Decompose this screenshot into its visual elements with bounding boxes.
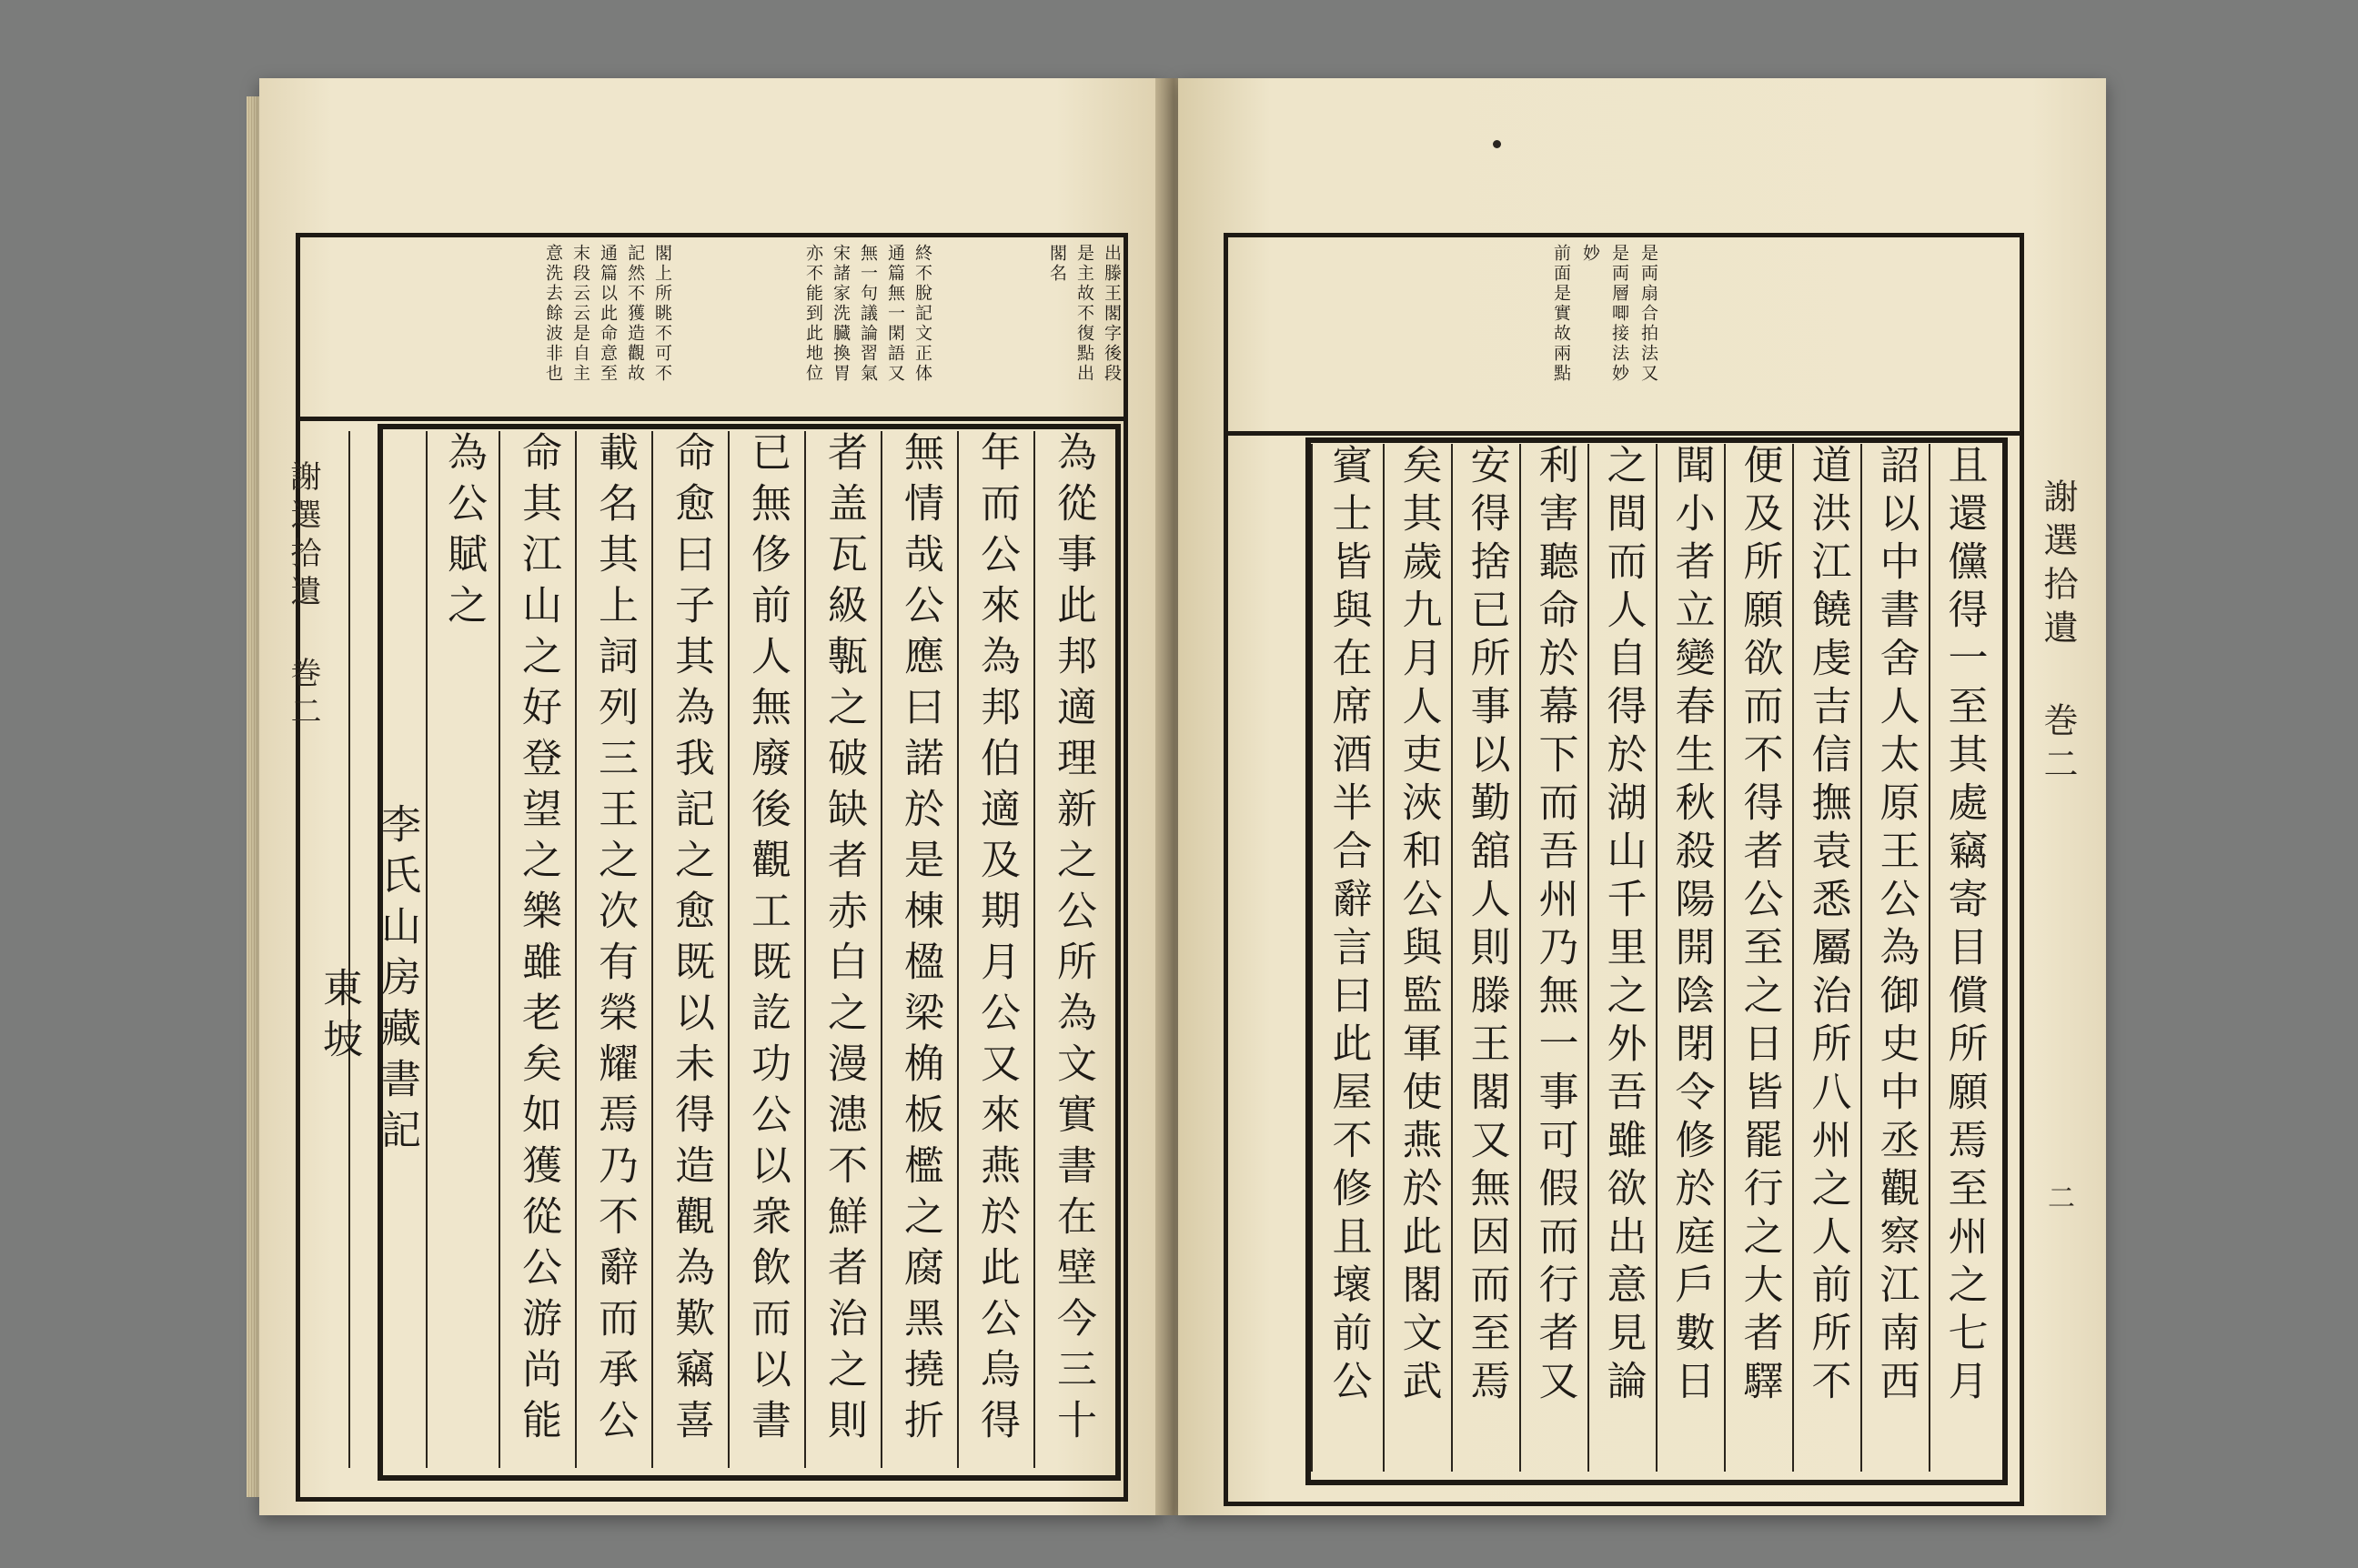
text-column: 且還儻得一至其處竊寄目償所願焉至州之七月 bbox=[1929, 444, 1997, 1472]
text-column: 年而公來為邦伯適及期月公又來燕於此公烏得 bbox=[957, 431, 1033, 1468]
text-column: 安得捨已所事以勤舘人則滕王閣又無因而至焉 bbox=[1451, 444, 1519, 1472]
right-body-columns bbox=[1311, 444, 1997, 1472]
text-column: 為公賦之 bbox=[426, 431, 499, 1468]
note-col: 是両層唧接法妙 bbox=[1609, 244, 1629, 384]
text-column: 載名其上詞列三王之次有榮耀焉乃不辭而承公 bbox=[575, 431, 651, 1468]
left-page bbox=[259, 78, 1164, 1515]
text-column: 命其江山之好登望之樂雖老矣如獲從公游尚能 bbox=[499, 431, 575, 1468]
note-col: 宋諸家洗臓換胃 bbox=[831, 244, 851, 384]
note-col: 記然不獲造觀故 bbox=[625, 244, 645, 384]
left-header-rule bbox=[296, 417, 1128, 421]
text-column: 利害聽命於幕下而吾州乃無一事可假而行者又 bbox=[1519, 444, 1587, 1472]
note-col: 終不脫記文正体 bbox=[912, 244, 932, 384]
next-title-column bbox=[316, 431, 426, 1468]
note-col: 是主故不復點出 bbox=[1074, 244, 1094, 384]
note-col: 出滕王閣字後段 bbox=[1102, 244, 1122, 384]
note-col: 無一句議論習氣 bbox=[858, 244, 878, 384]
text-column: 命愈曰子其為我記之愈既以未得造觀為歎竊喜 bbox=[651, 431, 728, 1468]
next-author: 東坡 bbox=[316, 967, 362, 1069]
left-body-columns bbox=[316, 431, 1110, 1468]
text-column: 賓士皆與在席酒半合辭言曰此屋不修且壞前公 bbox=[1311, 444, 1383, 1472]
text-column: 詔以中書舍人太原王公為御史中丞觀察江南西 bbox=[1860, 444, 1929, 1472]
note-col: 末段云云是自主 bbox=[570, 244, 590, 384]
left-header-notes bbox=[459, 244, 1124, 407]
text-column: 矣其歲九月人吏浹和公與監軍使燕於此閣文武 bbox=[1383, 444, 1451, 1472]
open-book bbox=[259, 78, 2106, 1515]
right-page bbox=[1178, 78, 2106, 1515]
text-column: 便及所願欲而不得者公至之日皆罷行之大者驛 bbox=[1724, 444, 1792, 1472]
right-header-notes-spacer bbox=[1979, 242, 2024, 424]
note-col: 意洗去餘波非也 bbox=[543, 244, 563, 384]
note-col: 亦不能到此地位 bbox=[803, 244, 823, 384]
text-column: 無情哉公應曰諾於是棟楹梁桷板檻之腐黑撓折 bbox=[881, 431, 957, 1468]
text-column: 之間而人自得於湖山千里之外吾雖欲出意見論 bbox=[1587, 444, 1656, 1472]
text-column: 為從事此邦適理新之公所為文實書在壁今三十 bbox=[1033, 431, 1110, 1468]
note-col bbox=[674, 244, 798, 407]
text-column: 道洪江饒虔吉信撫袁悉屬治所八州之人前所不 bbox=[1792, 444, 1860, 1472]
left-margin-label: 謝選拾遺 巻二 bbox=[285, 460, 321, 733]
right-margin-page-mark: 二 bbox=[2042, 1183, 2074, 1211]
binding-hole bbox=[1493, 140, 1501, 148]
next-title: 李氏山房藏書記 bbox=[374, 803, 420, 1160]
left-page-edges bbox=[247, 96, 259, 1497]
note-col: 是両扇合拍法又 bbox=[1638, 244, 1658, 384]
note-col bbox=[934, 244, 1042, 407]
right-header-rule bbox=[1224, 431, 2024, 436]
right-header-notes bbox=[1496, 244, 1660, 426]
right-margin-label: 謝選拾遺 巻二 bbox=[2038, 478, 2078, 789]
text-column: 已無侈前人無廢後觀工既訖功公以衆飲而以書 bbox=[728, 431, 804, 1468]
note-col: 閣上所眺不可不 bbox=[652, 244, 672, 384]
note-col: 通篇無一閑語又 bbox=[885, 244, 905, 384]
note-col: 閣名 bbox=[1047, 244, 1067, 284]
text-column: 者盖瓦級甎之破缺者赤白之漫漶不鮮者治之則 bbox=[804, 431, 881, 1468]
note-col: 前面是實故兩點 bbox=[1551, 244, 1571, 384]
text-column: 聞小者立變春生秋殺陽開陰閉令修於庭戶數日 bbox=[1656, 444, 1724, 1472]
note-col: 妙 bbox=[1580, 244, 1600, 264]
note-col: 通篇以此命意至 bbox=[598, 244, 618, 384]
